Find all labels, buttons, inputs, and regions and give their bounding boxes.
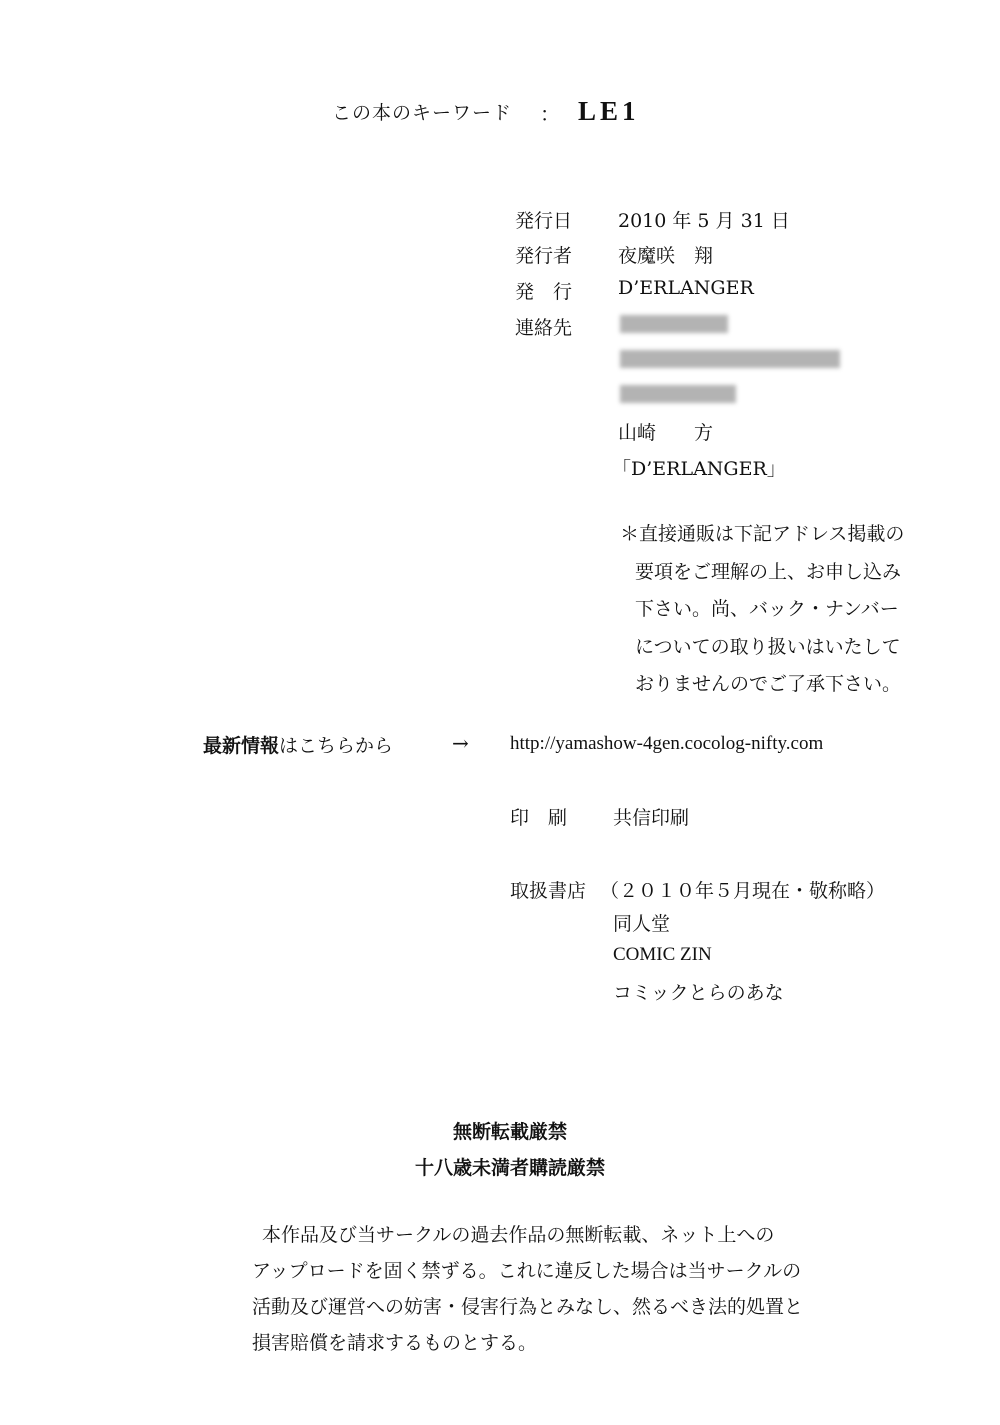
mail-order-note (620, 516, 904, 704)
website-url-link[interactable]: http://yamashow-4gen.cocolog-nifty.com (510, 733, 824, 754)
copyright-notice (252, 1217, 803, 1361)
notice-line: 活動及び運営への妨害・侵害行為とみなし、然るべき法的処置と (252, 1296, 804, 1318)
redacted-address-line-1 (620, 350, 840, 372)
store-item: 同人堂 (613, 913, 671, 935)
publisher-label: 発 行 (515, 281, 573, 303)
note-line: についての取り扱いはいたして (635, 635, 901, 658)
note-line: 下さい。尚、バック・ナンバー (635, 598, 899, 620)
stores-note: （２０１０年５月現在・敬称略） (600, 880, 886, 902)
contact-label: 連絡先 (515, 317, 573, 339)
note-line: ＊直接通販は下記アドレス掲載の (620, 523, 905, 545)
latest-info-label (203, 731, 393, 758)
right-arrow-icon: → (452, 731, 469, 755)
latest-info-bold: 最新情報 (203, 735, 280, 757)
note-line: 要項をご理解の上、お申し込み (635, 560, 902, 583)
redacted-address-line-2 (620, 385, 736, 407)
keyword-label: この本のキーワード (332, 102, 513, 124)
issue-date-label: 発行日 (515, 210, 573, 232)
age-restriction-warning: 十八歳未満者購読厳禁 (414, 1157, 605, 1179)
printing-label: 印 刷 (510, 807, 568, 829)
author-label: 発行者 (515, 245, 573, 267)
note-line: おりませんのでご了承下さい。 (635, 673, 902, 695)
printing-company: 共信印刷 (613, 807, 690, 829)
no-reprint-warning: 無断転載厳禁 (452, 1121, 567, 1143)
notice-line: 損害賠償を請求するものとする。 (252, 1332, 538, 1354)
keyword-value: LE1 (578, 96, 640, 126)
stores-label: 取扱書店 (510, 880, 587, 902)
contact-circle: 「D’ERLANGER」 (612, 458, 786, 480)
keyword-colon: ： (540, 102, 560, 126)
publisher-name: D’ERLANGER (618, 277, 754, 299)
latest-info-rest: はこちらから (279, 735, 394, 757)
issue-date: 2010 年 5 月 31 日 (618, 210, 790, 232)
contact-name: 山崎 方 (618, 422, 714, 444)
notice-line: 本作品及び当サークルの過去作品の無断転載、ネット上への (262, 1224, 775, 1246)
store-item: COMIC ZIN (613, 944, 712, 965)
notice-line: アップロードを固く禁ずる。これに違反した場合は当サークルの (252, 1260, 802, 1282)
redacted-postal-code (620, 315, 728, 337)
author-name: 夜魔咲 翔 (618, 245, 714, 267)
store-item: コミックとらのあな (613, 982, 784, 1004)
